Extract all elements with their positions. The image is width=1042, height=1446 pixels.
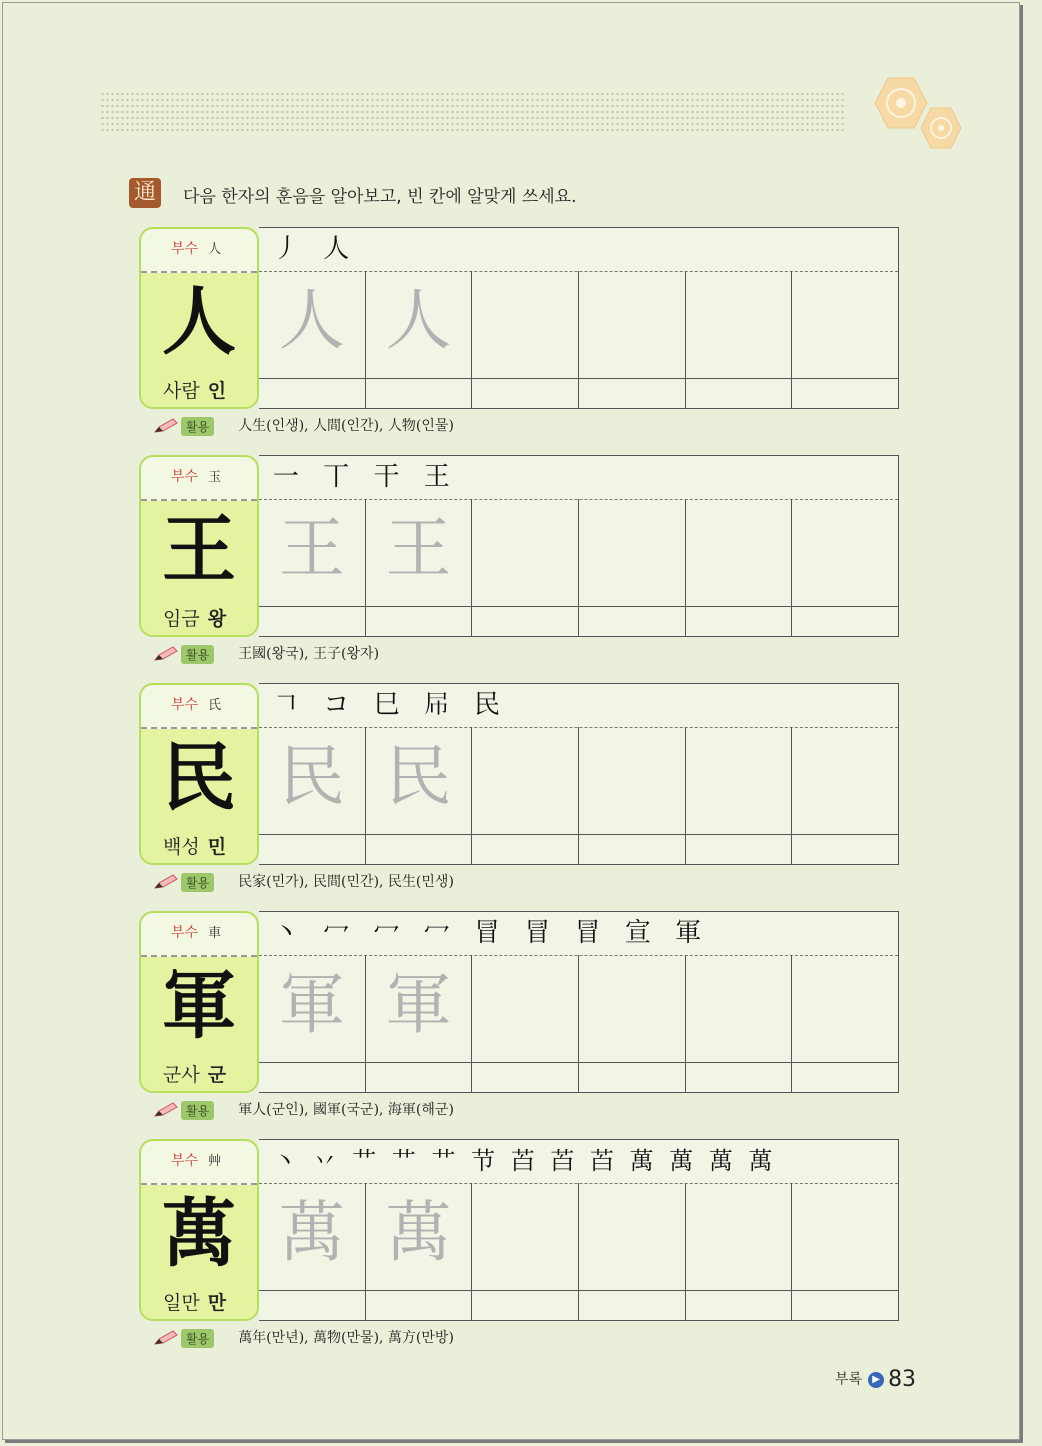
hanja-meaning: 군사 (163, 1064, 200, 1086)
blank-cell[interactable] (579, 727, 686, 864)
pencil-icon (153, 1330, 179, 1346)
hanja-character: 人 (162, 279, 236, 365)
dotted-header-pattern (100, 91, 845, 133)
hanja-sound: 왕 (207, 608, 227, 630)
usage-line (153, 1099, 454, 1120)
blank-cell[interactable] (472, 271, 579, 408)
trace-cell[interactable]: 人 (259, 271, 366, 408)
blank-cell[interactable] (579, 499, 686, 636)
hanja-character: 軍 (162, 963, 236, 1049)
blank-cell[interactable] (792, 727, 898, 864)
blank-cell[interactable] (579, 271, 686, 408)
blank-cell[interactable] (792, 955, 898, 1092)
usage-tag: 활용 (181, 873, 214, 892)
hanja-meaning: 사람 (163, 380, 200, 402)
trace-cell[interactable]: 萬 (259, 1183, 366, 1320)
stroke-order: 丶 冖 冖 冖 冒 冒 冒 宣 軍 (259, 912, 898, 956)
usage-line (153, 871, 454, 892)
usage-tag: 활용 (181, 1329, 214, 1348)
hanja-character: 民 (162, 735, 236, 821)
stroke-order: 𠃍 コ 巳 𡰯 民 (259, 684, 898, 728)
writing-grid (259, 227, 899, 409)
hanja-sound: 군 (207, 1064, 227, 1086)
blank-cell[interactable] (579, 1183, 686, 1320)
page-footer (835, 1367, 916, 1392)
blank-cell[interactable] (472, 955, 579, 1092)
radical: 艸 (208, 1154, 222, 1169)
usage-words: 王國(왕국), 王子(왕자) (238, 646, 380, 662)
hanja-meaning: 백성 (163, 836, 200, 858)
bushu-label: 부수 (171, 241, 199, 257)
bushu-label: 부수 (171, 1153, 199, 1169)
hanja-card (139, 455, 259, 637)
usage-tag: 활용 (181, 645, 214, 664)
instruction-badge-icon: 通 (129, 178, 161, 208)
hanja-sound: 만 (207, 1292, 227, 1314)
trace-cell[interactable]: 民 (259, 727, 366, 864)
stroke-order: 丿 人 (259, 228, 898, 272)
blank-cell[interactable] (686, 955, 793, 1092)
pencil-icon (153, 1102, 179, 1118)
hanja-sound: 민 (207, 836, 227, 858)
usage-line (153, 643, 379, 664)
usage-tag: 활용 (181, 417, 214, 436)
blank-cell[interactable] (472, 499, 579, 636)
radical: 人 (208, 242, 222, 257)
blank-cell[interactable] (792, 271, 898, 408)
bushu-label: 부수 (171, 697, 199, 713)
hanja-meaning: 일만 (163, 1292, 200, 1314)
hanja-character: 萬 (162, 1191, 236, 1277)
blank-cell[interactable] (686, 1183, 793, 1320)
radical: 氏 (208, 698, 222, 713)
page-number: 83 (888, 1367, 917, 1392)
blank-cell[interactable] (579, 955, 686, 1092)
section-label: 부록 (835, 1371, 863, 1388)
usage-words: 人生(인생), 人間(인간), 人物(인물) (238, 418, 454, 434)
usage-tag: 활용 (181, 1101, 214, 1120)
radical: 車 (208, 926, 222, 941)
writing-grid (259, 911, 899, 1093)
writing-grid (259, 455, 899, 637)
stroke-order: 丶 丷 艹 艹 艹 节 苩 苩 苩 萬 萬 萬 萬 (259, 1140, 898, 1184)
trace-cell[interactable]: 軍 (366, 955, 473, 1092)
arrow-right-icon: ▶ (868, 1372, 884, 1388)
blank-cell[interactable] (792, 1183, 898, 1320)
bushu-label: 부수 (171, 925, 199, 941)
workbook-page (2, 2, 1020, 1440)
pencil-icon (153, 418, 179, 434)
usage-line (153, 1327, 454, 1348)
hanja-sound: 인 (207, 380, 227, 402)
hanja-card (139, 911, 259, 1093)
hanja-card (139, 683, 259, 865)
blank-cell[interactable] (792, 499, 898, 636)
pencil-icon (153, 646, 179, 662)
usage-words: 萬年(만년), 萬物(만물), 萬方(만방) (238, 1330, 454, 1346)
pencil-icon (153, 874, 179, 890)
hexagon-flower-decoration (848, 73, 968, 163)
blank-cell[interactable] (686, 499, 793, 636)
blank-cell[interactable] (686, 271, 793, 408)
trace-cell[interactable]: 王 (366, 499, 473, 636)
usage-line (153, 415, 454, 436)
blank-cell[interactable] (472, 727, 579, 864)
instruction-text: 다음 한자의 훈음을 알아보고, 빈 칸에 알맞게 쓰세요. (183, 187, 577, 207)
usage-words: 軍人(군인), 國軍(국군), 海軍(해군) (238, 1102, 454, 1118)
trace-cell[interactable]: 民 (366, 727, 473, 864)
writing-grid (259, 1139, 899, 1321)
blank-cell[interactable] (472, 1183, 579, 1320)
trace-cell[interactable]: 軍 (259, 955, 366, 1092)
trace-cell[interactable]: 人 (366, 271, 473, 408)
trace-cell[interactable]: 萬 (366, 1183, 473, 1320)
hanja-card (139, 1139, 259, 1321)
bushu-label: 부수 (171, 469, 199, 485)
hanja-card (139, 227, 259, 409)
trace-cell[interactable]: 王 (259, 499, 366, 636)
hanja-character: 王 (162, 507, 236, 593)
blank-cell[interactable] (686, 727, 793, 864)
usage-words: 民家(민가), 民間(민간), 民生(민생) (238, 874, 454, 890)
hanja-meaning: 임금 (163, 608, 200, 630)
writing-grid (259, 683, 899, 865)
radical: 玉 (208, 470, 222, 485)
stroke-order: 一 丅 干 王 (259, 456, 898, 500)
